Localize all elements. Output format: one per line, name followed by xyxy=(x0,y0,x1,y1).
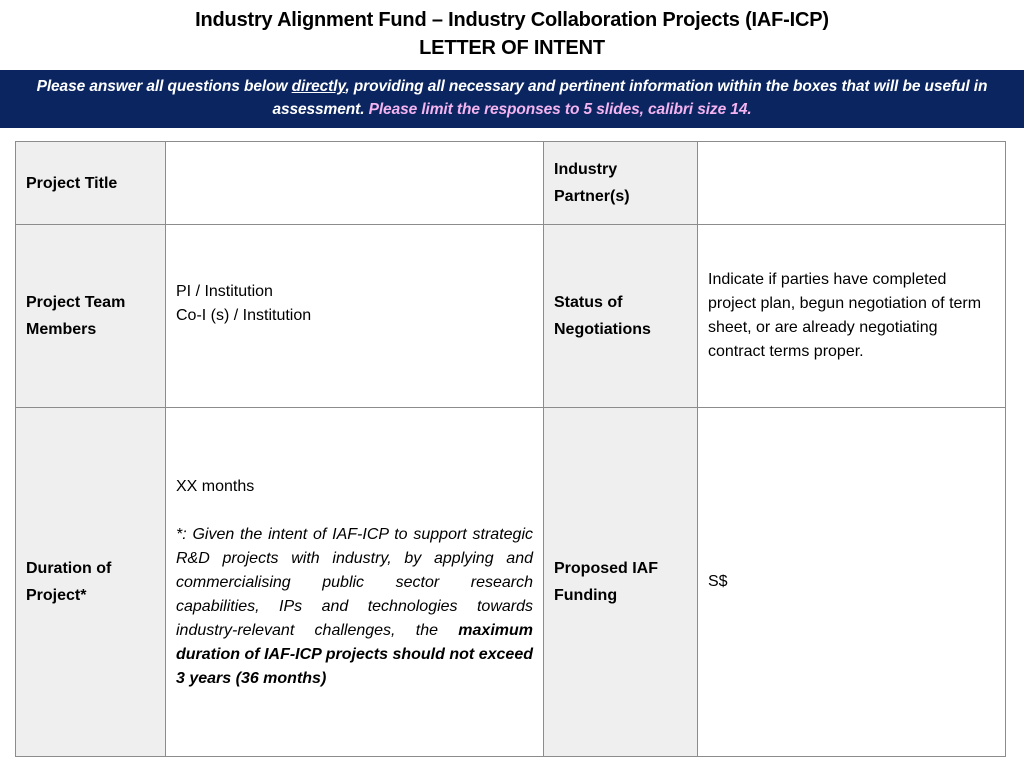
duration-of-project-field[interactable] xyxy=(166,408,544,757)
document-subtitle: LETTER OF INTENT xyxy=(419,37,605,59)
duration-footnote-bold: maximum duration of IAF-ICP projects should not exceed 3 years (36 months) xyxy=(176,622,533,687)
document-title: Industry Alignment Fund – Industry Collaboration Projects (IAF-ICP) xyxy=(195,9,829,31)
project-title-label: Project Title xyxy=(16,142,166,225)
instructions-banner xyxy=(0,70,1024,128)
industry-partners-field[interactable] xyxy=(698,142,1006,225)
instructions-underlined-word: directly xyxy=(291,78,346,95)
duration-months-text: XX months xyxy=(176,478,255,495)
duration-footnote xyxy=(176,523,533,691)
table-row xyxy=(16,408,1006,757)
co-i-institution-text: Co-I (s) / Institution xyxy=(176,307,312,324)
status-of-negotiations-label: Status of Negotiations xyxy=(544,225,698,408)
instructions-text-start: Please answer all questions below xyxy=(36,78,292,95)
instructions-text-end: , providing all necessary and pertinent information within the boxes that will be useful in assessment. xyxy=(272,78,988,118)
duration-of-project-label: Duration of Project* xyxy=(16,408,166,757)
project-team-members-label: Project Team Members xyxy=(16,225,166,408)
letter-of-intent-table xyxy=(15,141,1006,757)
proposed-iaf-funding-field[interactable]: S$ xyxy=(698,408,1006,757)
pi-institution-text: PI / Institution xyxy=(176,283,273,300)
instructions-slide-limit: Please limit the responses to 5 slides, calibri size 14. xyxy=(368,101,752,118)
proposed-iaf-funding-label: Proposed IAF Funding xyxy=(544,408,698,757)
industry-partners-label: Industry Partner(s) xyxy=(544,142,698,225)
title-block xyxy=(0,6,1024,62)
status-of-negotiations-field[interactable]: Indicate if parties have completed project plan, begun negotiation of term sheet, or are already negotiating contract terms proper. xyxy=(698,225,1006,408)
table-row xyxy=(16,225,1006,408)
project-team-members-field[interactable] xyxy=(166,225,544,408)
duration-footnote-text: *: Given the intent of IAF-ICP to support strategic R&D projects with industry, by applying and commercialising public sector research capabilities, IPs and technologies towards industry-relevant challenges, the xyxy=(176,526,533,639)
project-title-field[interactable] xyxy=(166,142,544,225)
table-row xyxy=(16,142,1006,225)
